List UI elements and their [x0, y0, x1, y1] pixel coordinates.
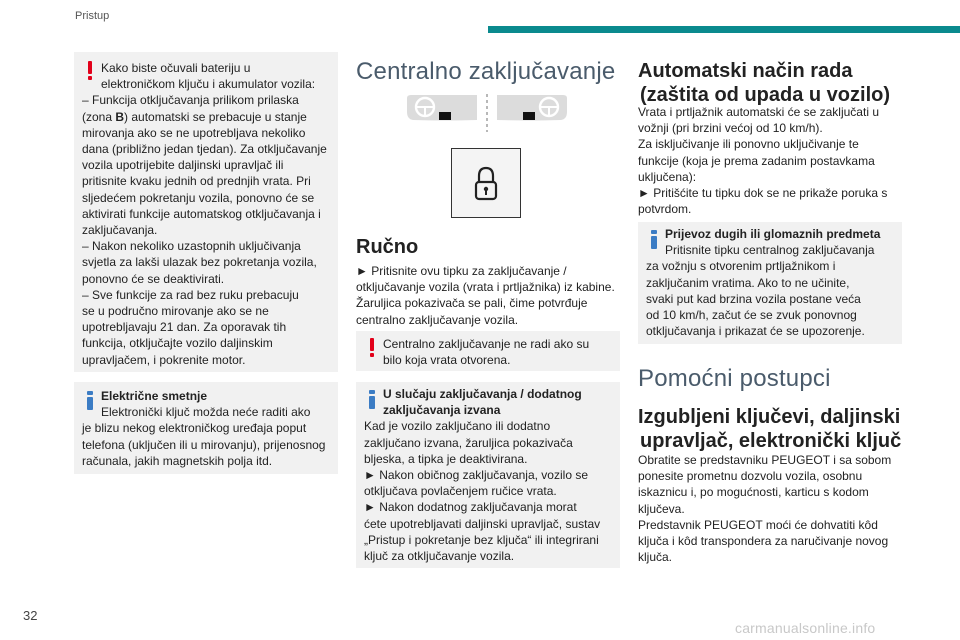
warning-line: (zona B) automatski se prebacuje u stanje: [82, 109, 307, 124]
lost-keys-text: [638, 452, 928, 565]
info-line: od 10 km/h, začut će se zvuk ponovnog: [646, 308, 857, 323]
info-line: svaki put kad brzina vozila postane veća: [646, 291, 861, 306]
warning-line: pritisnite kvaku jednih od prednjih vrata. Pri: [82, 174, 311, 189]
auto-line: funkcije (koja je prema zadanim postavkama: [638, 153, 875, 168]
manual-line: ► Pritisnite ovu tipku za zaključavanje /: [356, 264, 567, 278]
info-line: ćete upotrebljavati daljinski upravljač, sustav: [364, 516, 601, 531]
warning-line: ponovno će se deaktivirati.: [82, 271, 225, 286]
auxiliary-procedures-title: Pomoćni postupci: [638, 365, 831, 392]
warning-line: zaključavanja.: [82, 223, 158, 238]
heading-line: Izgubljeni ključevi, daljinski: [638, 406, 901, 428]
info-mark-icon: [651, 230, 657, 249]
auto-mode-heading: [638, 59, 938, 107]
info-title: Električne smetnje: [101, 389, 208, 403]
auto-line: vožnji (pri brzini većoj od 10 km/h).: [638, 121, 823, 136]
manual-heading: Ručno: [356, 236, 419, 258]
warning-line: funkcija, otključajte vozilo daljinskim: [82, 336, 273, 351]
warning-line: aktivirati funkcije automatskog otključavanja i: [82, 206, 321, 221]
battery-warning-box: [74, 52, 338, 372]
warning-line: mirovanja ako se ne upotrebljava nekoliko: [82, 125, 306, 140]
info-line: ► Nakon običnog zaključavanja, vozilo se: [364, 468, 588, 483]
info-title: Prijevoz dugih ili glomaznih predmeta: [665, 227, 881, 241]
info-mark-icon: [87, 391, 93, 410]
manual-text: [356, 263, 626, 328]
header-accent-bar: [488, 26, 960, 33]
external-locking-info-box: [356, 382, 620, 568]
info-line: Kad je vozilo zaključano ili dodatno: [364, 419, 551, 434]
info-title: U slučaju zaključavanja / dodatnog: [383, 387, 582, 401]
heading-line: (zaštita od upada u vozilo): [640, 84, 891, 106]
page-number: 32: [23, 608, 38, 623]
lock-icon: [452, 149, 520, 217]
info-line: Pritisnite tipku centralnog zaključavanja: [665, 243, 875, 258]
info-line: zaključano izvana, žaruljica pokazivača: [364, 435, 573, 450]
warning-line: vozila upotrijebite daljinski upravljač ili: [82, 158, 284, 173]
info-line: za vožnju s otvorenim prtljažnikom i: [646, 259, 836, 274]
info-line: je blizu nekog elektroničkog uređaja poput: [82, 421, 307, 436]
central-lock-button: [451, 148, 521, 218]
warning-mark-icon: [369, 338, 375, 356]
info-line: ► Nakon dodatnog zaključavanja morat: [364, 500, 577, 515]
warning-line: – Sve funkcije za rad bez ruku prebacuju: [82, 287, 299, 302]
info-line: otključava povlačenjem ručice vrata.: [364, 484, 557, 499]
info-line: računala, jakih magnetskih polja itd.: [82, 453, 273, 468]
lost-line: ključa.: [638, 550, 673, 565]
info-line: Elektronički ključ možda neće raditi ako: [101, 405, 311, 420]
heading-line: Automatski način rada: [638, 60, 853, 82]
info-line: „Pristup i pokretanje bez ključa“ ili integrirani: [364, 532, 599, 547]
manual-line: Žaruljica pokazivača se pali, čime potvrđuje: [356, 296, 588, 311]
interference-info-box: [74, 382, 338, 474]
left-dashboard: [407, 95, 477, 121]
manual-line: otključavanje vozila (vrata i prtljažnika) iz kabine.: [356, 280, 615, 295]
right-dashboard: [497, 95, 567, 121]
central-locking-title: Centralno zaključavanje: [356, 58, 616, 85]
warning-line: Centralno zaključavanje ne radi ako su: [383, 337, 590, 351]
info-line: otključavanja i prikazat će se upozorenje.: [646, 324, 865, 339]
lost-keys-heading: [638, 405, 938, 453]
auto-mode-text: [638, 104, 918, 217]
door-open-warning-box: [356, 331, 620, 371]
info-line: bljeska, a tipka je deaktivirana.: [364, 451, 528, 466]
warning-line: se u područno mirovanje ako se ne: [82, 304, 269, 319]
warning-line: svjetla za lakši ulazak bez pokretanja vozila,: [82, 255, 317, 270]
auto-line: potvrdom.: [638, 202, 692, 217]
warning-line: – Nakon nekoliko uzastopnih uključivanja: [82, 239, 301, 254]
info-line: zaključanim vratima. Ako to ne učinite,: [646, 275, 850, 290]
manual-line: centralno zaključavanje vozila.: [356, 312, 519, 327]
long-objects-info-box: [638, 222, 902, 344]
warning-line: Kako biste očuvali bateriju u: [101, 61, 251, 75]
lost-line: ponesite prometnu dozvolu vozila, osobnu: [638, 469, 863, 484]
warning-line: dana (približno jedan tjedan). Za otključavanje: [82, 142, 327, 157]
warning-mark-icon: [87, 61, 93, 79]
heading-line: upravljač, elektronički ključ: [640, 430, 902, 452]
auto-line: uključena):: [638, 169, 697, 184]
info-mark-icon: [369, 390, 375, 409]
auto-line: ► Pritišćite tu tipku dok se ne prikaže poruka s: [638, 186, 888, 201]
info-line: ključ za otključavanje vozila.: [364, 549, 515, 564]
warning-line: sljedećem pokretanju vozila, ponovno će se: [82, 190, 315, 205]
section-title: Pristup: [75, 10, 110, 22]
warning-line: elektroničkom ključu i akumulator vozila:: [101, 77, 316, 92]
warning-line: bilo koja vrata otvorena.: [383, 353, 511, 368]
warning-line: upotrebljavaju 21 dan. Za oporavak tih: [82, 320, 287, 335]
watermark: carmanualsonline.info: [735, 620, 876, 636]
info-title: zaključavanja izvana: [383, 403, 501, 418]
dashboard-illustration: [405, 94, 569, 132]
warning-line: upravljačem, i pokrenite motor.: [82, 352, 246, 367]
auto-line: Za isključivanje ili ponovno uključivanje te: [638, 137, 859, 152]
lost-line: Obratite se predstavniku PEUGEOT i sa sobom: [638, 453, 892, 467]
warning-line: – Funkcija otključavanja prilikom prilaska: [82, 93, 299, 108]
lost-line: Predstavnik PEUGEOT moći će dohvatiti kôd: [638, 517, 878, 532]
lost-line: iskaznicu i, po mogućnosti, karticu s kodom: [638, 485, 869, 500]
info-line: telefona (uključen ili u mirovanju), prijenosnog: [82, 437, 326, 452]
lost-line: ključeva.: [638, 501, 685, 516]
auto-line: Vrata i prtljažnik automatski će se zaključati u: [638, 105, 879, 119]
lost-line: ključa i kôd transpondera za naručivanje novog: [638, 534, 889, 549]
